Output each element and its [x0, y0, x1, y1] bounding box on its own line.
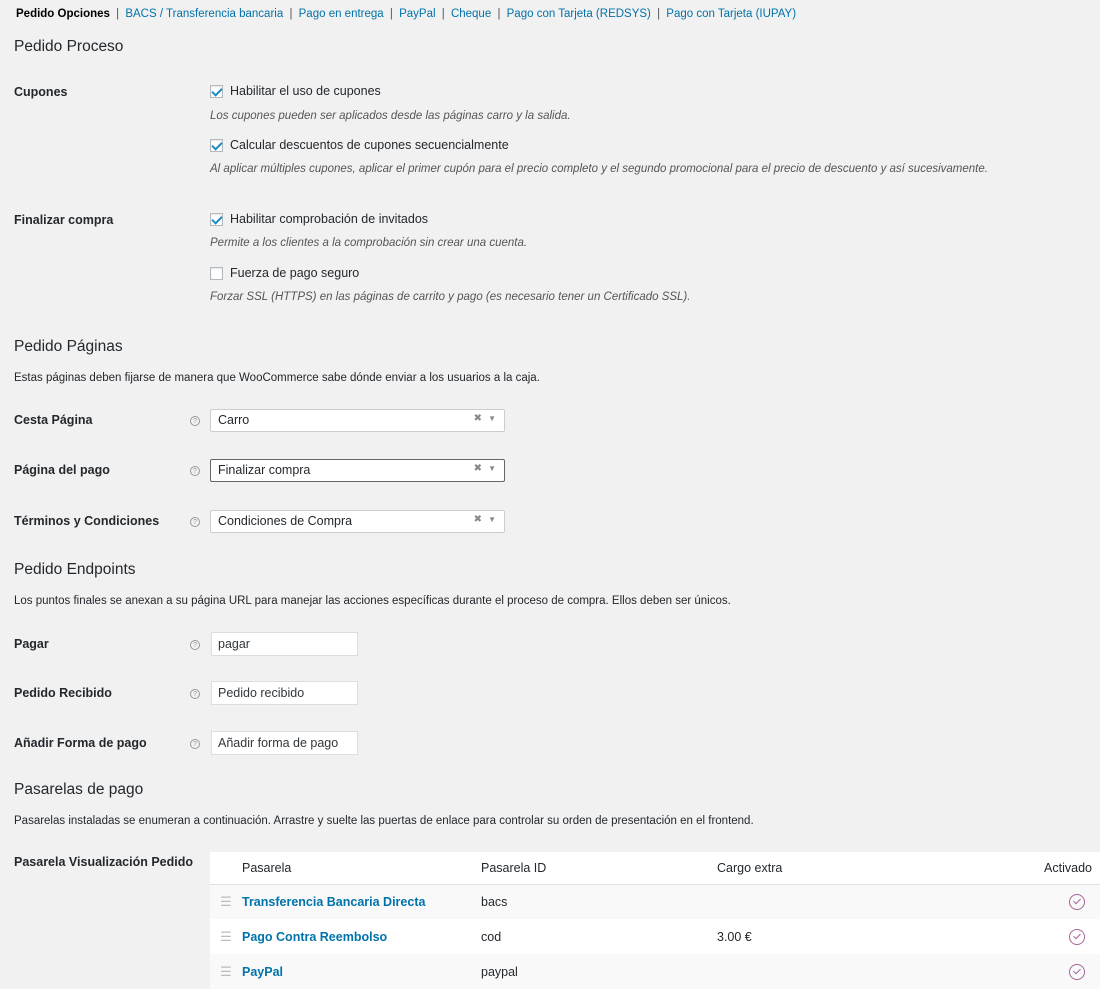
clear-icon[interactable]: ✖ [473, 463, 482, 474]
guest-checkout-option[interactable] [210, 212, 428, 226]
terms-page-select[interactable] [210, 510, 505, 533]
section-title-endpoints: Pedido Endpoints [14, 561, 136, 578]
gateway-id: bacs [481, 884, 717, 919]
clear-icon[interactable]: ✖ [473, 413, 482, 424]
order-received-endpoint-input[interactable]: Pedido recibido [211, 681, 358, 705]
enabled-check-icon [1069, 929, 1085, 945]
label-cupones: Cupones [14, 85, 68, 99]
table-row[interactable] [210, 884, 1100, 919]
section-desc-paginas: Estas páginas deben fijarse de manera que WooCommerce sabe dónde enviar a los usuarios a la caja. [14, 372, 540, 384]
section-desc-pasarelas: Pasarelas instaladas se enumeran a continuación. Arrastre y suelte las puertas de enlace para controlar su orden de presentación en el frontend. [14, 815, 754, 827]
section-desc-endpoints: Los puntos finales se anexan a su página URL para manejar las acciones específicas durante el proceso de compra. Ellos deben ser únicos. [14, 595, 731, 607]
chevron-down-icon: ▼ [488, 464, 496, 473]
col-header-fee: Cargo extra [717, 852, 1020, 884]
col-header-pasarela: Pasarela [242, 852, 481, 884]
add-payment-method-endpoint-input[interactable]: Añadir forma de pago [211, 731, 358, 755]
subnav-current: Pedido Opciones [16, 8, 110, 20]
force-ssl-option[interactable] [210, 266, 359, 280]
label-finalizar-compra: Finalizar compra [14, 213, 114, 227]
guest-checkout-checkbox[interactable] [210, 213, 223, 226]
gateway-id: cod [481, 919, 717, 954]
checkout-page-select[interactable] [210, 459, 505, 482]
gateway-link-paypal[interactable]: PayPal [242, 964, 284, 979]
coupon-sequential-option[interactable] [210, 138, 509, 152]
label-anadir-forma-pago: Añadir Forma de pago [14, 736, 147, 750]
gateway-fee [717, 954, 1020, 989]
gateway-link-bacs[interactable]: Transferencia Bancaria Directa [242, 894, 426, 909]
chevron-down-icon: ▼ [488, 515, 496, 524]
gateway-link-cod[interactable]: Pago Contra Reembolso [242, 929, 388, 944]
cart-page-select[interactable] [210, 409, 505, 432]
label-terminos: Términos y Condiciones [14, 514, 160, 528]
guest-checkout-label: Habilitar comprobación de invitados [230, 212, 429, 226]
drag-handle-icon[interactable]: ☰ [210, 919, 242, 954]
subnav-link-paypal[interactable]: PayPal [399, 8, 436, 20]
help-icon[interactable]: ? [190, 739, 200, 749]
force-ssl-hint: Forzar SSL (HTTPS) en las páginas de carrito y pago (es necesario tener un Certificado SSL). [210, 291, 691, 303]
section-title-paginas: Pedido Páginas [14, 338, 123, 355]
table-row[interactable] [210, 954, 1100, 989]
checkout-page-value: Finalizar compra [218, 463, 311, 477]
enabled-check-icon [1069, 894, 1085, 910]
col-header-id: Pasarela ID [481, 852, 717, 884]
help-icon[interactable]: ? [190, 689, 200, 699]
subnav-link-bacs[interactable]: BACS / Transferencia bancaria [125, 8, 284, 20]
guest-checkout-hint: Permite a los clientes a la comprobación sin crear una cuenta. [210, 237, 528, 249]
subnav-link-cod[interactable]: Pago en entrega [298, 8, 384, 20]
gateway-table-header [210, 852, 1100, 884]
pay-endpoint-input[interactable]: pagar [211, 632, 358, 656]
label-pasarela-visualizacion: Pasarela Visualización Pedido [14, 855, 194, 869]
col-header-activado: Activado [1020, 852, 1100, 884]
section-title-proceso: Pedido Proceso [14, 38, 124, 55]
help-icon[interactable]: ? [190, 517, 200, 527]
force-ssl-label: Fuerza de pago seguro [230, 266, 360, 280]
drag-handle-icon[interactable]: ☰ [210, 884, 242, 919]
label-pedido-recibido: Pedido Recibido [14, 686, 112, 700]
drag-handle-icon[interactable]: ☰ [210, 954, 242, 989]
gateway-table [210, 852, 1100, 989]
gateway-fee [717, 884, 1020, 919]
coupon-sequential-label: Calcular descuentos de cupones secuencialmente [230, 138, 509, 152]
coupon-enable-hint: Los cupones pueden ser aplicados desde las páginas carro y la salida. [210, 110, 571, 122]
coupon-sequential-hint: Al aplicar múltiples cupones, aplicar el primer cupón para el precio completo y el segundo promocional para el precio de descuento y así sucesivamente. [210, 163, 988, 175]
subnav-link-cheque[interactable]: Cheque [450, 8, 492, 20]
help-icon[interactable]: ? [190, 466, 200, 476]
gateway-fee: 3.00 € [717, 919, 1020, 954]
help-icon[interactable]: ? [190, 640, 200, 650]
subnav-link-iupay[interactable]: Pago con Tarjeta (IUPAY) [666, 8, 797, 20]
cart-page-value: Carro [218, 413, 250, 427]
force-ssl-checkbox[interactable] [210, 267, 223, 280]
label-pagar: Pagar [14, 637, 49, 651]
section-title-pasarelas: Pasarelas de pago [14, 781, 144, 798]
coupon-sequential-checkbox[interactable] [210, 139, 223, 152]
help-icon[interactable]: ? [190, 416, 200, 426]
coupon-enable-option[interactable] [210, 84, 381, 98]
terms-page-value: Condiciones de Compra [218, 514, 353, 528]
coupon-enable-label: Habilitar el uso de cupones [230, 84, 381, 98]
enabled-check-icon [1069, 964, 1085, 980]
chevron-down-icon: ▼ [488, 414, 496, 423]
coupon-enable-checkbox[interactable] [210, 85, 223, 98]
settings-subnav: Pedido Opciones | BACS / Transferencia bancaria | Pago en entrega | PayPal | Cheque | Pago con Tarjeta (REDSYS) | Pago con Tarjeta (IUPAY) [16, 8, 797, 20]
label-cesta-pagina: Cesta Página [14, 413, 93, 427]
subnav-link-redsys[interactable]: Pago con Tarjeta (REDSYS) [506, 8, 651, 20]
label-pagina-pago: Página del pago [14, 463, 110, 477]
clear-icon[interactable]: ✖ [473, 514, 482, 525]
gateway-id: paypal [481, 954, 717, 989]
table-row[interactable] [210, 919, 1100, 954]
